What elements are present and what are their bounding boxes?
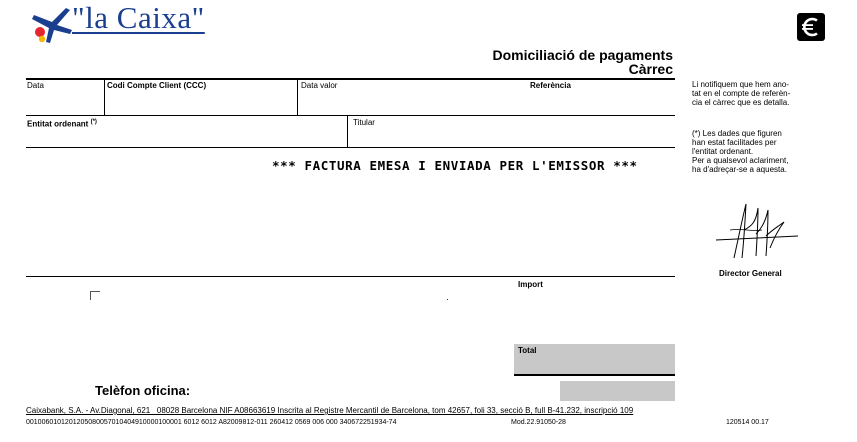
footer-ref: 120514 00.17	[726, 419, 769, 426]
rule-top	[26, 78, 675, 80]
footer-code: 0010060101201205080057010404910000100001 6012 6012 A82009812-011 260412 0569 006 000 340672251934-74	[26, 419, 397, 426]
dot-mark	[447, 299, 448, 300]
rule-v1	[104, 79, 105, 115]
rule-v2	[297, 79, 298, 115]
notice-line: tat en el compte de referèn-	[692, 89, 791, 98]
label-entitat-mark: (*)	[90, 119, 97, 125]
signature-title: Director General	[719, 269, 782, 278]
label-total: Total	[518, 346, 537, 355]
notice-text	[692, 80, 822, 107]
label-data-valor: Data valor	[301, 81, 338, 90]
la-caixa-star-logo-icon	[30, 6, 74, 44]
rule-mid	[26, 115, 675, 116]
label-titular: Titular	[353, 118, 375, 127]
label-import: Import	[518, 280, 543, 289]
footnote-line: (*) Les dades que figuren	[692, 129, 782, 138]
label-data: Data	[27, 81, 44, 90]
phone-box	[560, 381, 675, 401]
label-ccc: Codi Compte Client (CCC)	[107, 81, 207, 90]
notice-line: Li notifiquem que hem ano-	[692, 80, 789, 89]
rule-v3	[347, 116, 348, 147]
document-title	[493, 48, 674, 76]
label-referencia: Referència	[530, 81, 571, 90]
rule-bottom-header	[26, 147, 675, 148]
footer-model: Mod.22.91050-28	[511, 419, 566, 426]
footnote-line: ha d'adreçar-se a aquesta.	[692, 165, 787, 174]
label-entitat-text: Entitat ordenant	[27, 119, 89, 129]
invoice-banner: *** FACTURA EMESA I ENVIADA PER L'EMISSOR ***	[272, 158, 638, 173]
footnote-line: l'entitat ordenant.	[692, 147, 754, 156]
title-main: Domiciliació de pagaments	[492, 47, 673, 63]
label-entitat	[27, 118, 97, 129]
signature-image	[712, 200, 802, 262]
euro-icon	[797, 13, 825, 41]
footer-legal: Caixabank, S.A. - Av.Diagonal, 621 08028 Barcelona NIF A08663619 Inscrita al Registre Mercantil de Barcelona, tom 42657, foli 33, secció B, full B-41.232, inscripció 109	[26, 406, 634, 415]
title-sub: Càrrec	[628, 61, 673, 77]
notice-line: cia el càrrec que es detalla.	[692, 98, 790, 107]
total-box	[514, 344, 675, 374]
footnote-line: han estat facilitades per	[692, 138, 777, 147]
footnote-text	[692, 129, 822, 174]
phone-label: Telèfon oficina:	[95, 383, 191, 398]
rule-import	[26, 276, 675, 277]
total-rule	[514, 374, 675, 376]
footnote-line: Per a qualsevol aclariment,	[692, 156, 789, 165]
corner-mark	[90, 291, 100, 300]
brand-name: "la Caixa"	[72, 0, 205, 35]
